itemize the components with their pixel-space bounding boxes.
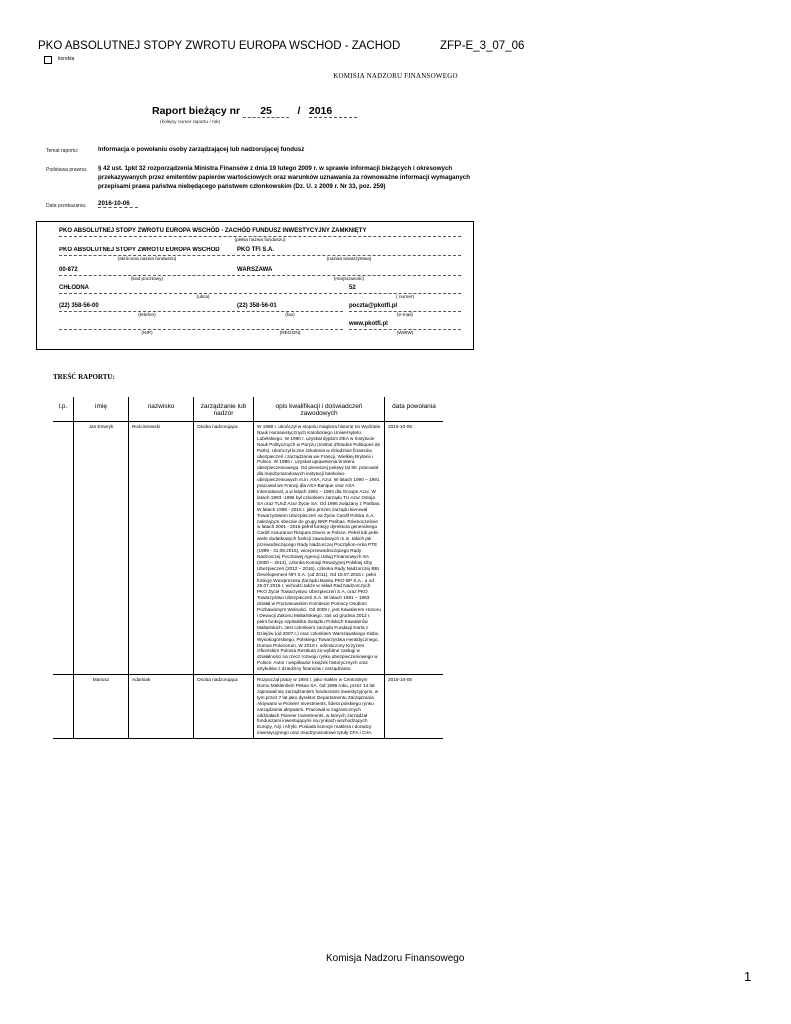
report-number-line — [152, 105, 357, 118]
report-year: 2016 — [309, 105, 357, 118]
col-data: data powołania — [385, 397, 444, 422]
email-caption: (e-mail) — [396, 313, 414, 318]
report-slash: / — [297, 105, 301, 117]
city: WARSZAWA — [237, 267, 273, 273]
temat-value: Informacja o powołaniu osoby zarządzającej lub nadzorującej fundusz — [98, 146, 305, 153]
content-heading: TREŚĆ RAPORTU: — [53, 373, 115, 381]
authority-heading: KOMISJA NADZORU FINANSOWEGO — [333, 72, 458, 80]
row-imie: Mariusz — [74, 675, 129, 739]
fund-info-box — [36, 221, 474, 350]
row-opis: Rozpoczął pracę w 1994 r. jako makler w Centralnym Domu Maklerskim Pekao SA. Od 1996 roku, przez 14 lat zajmował się zarządzaniem funduszami inwestycyjnymi, w tym przez 7 lat jako dyrektor Departamentu Zarządzania Aktywami w Pioneer Investments, lidera polskiego rynku zarządzania aktywami. Pracował w zagranicznych oddziałach Pioneer Investments, w których zarządzał funduszami inwestującymi na rynkach wschodzących Europy, Azji i Afryki. Posiada licencje maklera i doradcy inwestycyjnego oraz międzynarodowe tytuły CFA i CIIA. — [254, 675, 385, 739]
nip-caption: (NIP) — [141, 331, 153, 336]
document-title: PKO ABSOLUTNEJ STOPY ZWROTU EUROPA WSCHÓD - ZACHÓD — [38, 40, 401, 52]
row-data: 2016-10-05 — [385, 675, 444, 739]
table-header-row — [53, 397, 443, 422]
row-opis: W 1988 r. ukończył w stopniu magistra historię na Wydziale Nauk Humanistycznych Katolickiego Uniwersytetu Lubelskiego. W 1990 r. uzyskał dyplom DEA w Instytucie Nauk Politycznych w Paryżu (Institut d'Etudes Politiques de Paris). Ukończył liczne szkolenia w dziedzinie finansów, ubezpieczeń i zarządzania we Francji, Wielkiej Brytanii i Polsce. W 1996 r. uzyskał uprawnienia brokera ubezpieczeniowego. Od pierwszej połowy lat 90. pracował dla międzynarodowych instytucji bankowo-ubezpieczeniowych m.in. AXA, Azur. W latach 1990 – 1991 pracował we Francji dla AXA Banque oraz AXA International, a w latach 1991 – 1993 dla Groupe Azur. W latach 1993 -1996 był członkiem zarządu TU Azur Ostoja SA oraz TUnŻ Azur Życie SA. Od 1996 związany z Paribas. W latach 1998 - 2016 r. jako prezes zarządu kierował Towarzystwem Ubezpieczeń na Życie Cardif Polska S.A. należącym obecnie do grupy BNP Paribas. Równocześnie w latach 2001 - 2016 pełnił funkcję dyrektora generalnego Cardif Assurance Risques Divers w Polsce. Pełnił lub pełni wiele dodatkowych funkcji zawodowych m.in. takich jak przewodniczącego Rady Nadzorczej Pocztylion-Arka PTE (1999 - 31.08.2016), wiceprzewodniczącego Rady Nadzorczej Pocztowej Agencji Usług Finansowych SA (2000 – 2014), członka Komisji Rewizyjnej Polskiej Izby Ubezpieczeń (2012 – 2016), członka Rady Nadzorczej BBI Developement NFI S.A. (od 2011). Od 18.07.2016 r. pełni funkcję Wiceprezesa Zarządu Banku PKO BP S.A., a od 25.07.2016 r. wchodzi także w skład Rad Nadzorczych PKO Życie Towarzystwo Ubezpieczeń S.A. oraz PKO Towarzystwo Ubezpieczeń S.A. W latach 1981 – 1983 działał w Prymasowskim Komitecie Pomocy Osobom Pozbawionym Wolności. Od 2009 r. jest Kawalerem Honoru i Dewocji Zakonu Maltańskiego, zaś od grudnia 2012 r. pełni funkcję szpitalnika Związku Polskich Kawalerów Maltańskich. Jest członkiem zarządu Fundacji Karta z Dziejów (od 2007 r.) oraz członkiem Warszawskiego Klubu Wysokogórskiego, Polskiego Towarzystwa Heraldycznego, Domus Polonorum. W 2010 r. odznaczony Krzyżem Oficerskim Polonia Restituta za wybitne zasługi w działalności na rzecz rozwoju rynku ubezpieczeniowego w Polsce. Autor i współautor książek historycznych oraz artykułów z dziedziny finansów i zarządzania. — [254, 422, 385, 675]
phone-caption: (telefon) — [138, 313, 156, 318]
data-label: Data przekazania: — [46, 203, 87, 209]
email[interactable]: poczta@pkotfi.pl — [349, 303, 398, 309]
podstawa-label: Podstawa prawna: — [46, 167, 88, 173]
street: CHŁODNA — [59, 285, 89, 291]
www[interactable]: www.pkotfi.pl — [349, 321, 388, 327]
fund-full-name: PKO ABSOLUTNEJ STOPY ZWROTU EUROPA WSCHÓD - ZACHÓD FUNDUSZ INWESTYCYJNY ZAMKNIĘTY — [59, 228, 367, 234]
www-caption: (WWW) — [396, 331, 414, 336]
tfi-caption: (nazwa towarzystwa) — [326, 257, 372, 262]
report-subcaption: (kolejny numer raportu / rok) — [160, 120, 221, 125]
street-caption: (ulica) — [196, 295, 210, 300]
korekta-label: korekta — [58, 56, 75, 62]
tfi-name: PKO TFI S.A. — [237, 247, 275, 253]
fund-short-name-caption: (skrócona nazwa funduszu) — [117, 257, 177, 262]
col-lp: l.p. — [53, 397, 74, 422]
phone: (22) 358-56-00 — [59, 303, 99, 309]
row-nazwisko: Adamiak — [129, 675, 194, 739]
col-nazwisko: nazwisko — [129, 397, 194, 422]
fund-short-name: PKO ABSOLUTNEJ STOPY ZWROTU EUROPA WSCHÓD — [59, 247, 220, 253]
row-imie: Jan Emeryk — [74, 422, 129, 675]
report-number: 25 — [243, 105, 289, 118]
city-caption: (miejscowość) — [333, 277, 365, 282]
form-code: ZFP-E_3_07_06 — [440, 40, 525, 52]
street-number: 52 — [349, 285, 356, 291]
regon-caption: (REGON) — [279, 331, 301, 336]
row-funkcja: Osoba nadzorująca — [194, 675, 254, 739]
fax-caption: (fax) — [285, 313, 295, 318]
report-label: Raport bieżący nr — [152, 105, 241, 117]
col-funkcja: zarządzanie lub nadzór — [194, 397, 254, 422]
page-number: 1 — [744, 969, 752, 984]
col-imie: imię — [74, 397, 129, 422]
fax: (22) 358-56-01 — [237, 303, 277, 309]
podstawa-value: § 42 ust. 1pkt 32 rozporządzenia Ministra Finansów z dnia 19 lutego 2009 r. w sprawie informacji bieżących i okresowych przekazywanych przez emitentów papierów wartościowych oraz warunków uznawania za równoważne informacji wymaganych przepisami prawa państwa niebędącego państwem członkowskim (Dz. U. z 2009 r. Nr 33, poz. 259) — [98, 165, 471, 190]
appointments-table — [53, 397, 443, 739]
table-row — [53, 675, 443, 739]
fund-full-name-caption: (pełna nazwa funduszu) — [234, 238, 286, 243]
col-opis: opis kwalifikacji i doświadczeń zawodowych — [254, 397, 385, 422]
row-lp — [53, 675, 74, 739]
row-data: 2016-10-05 — [385, 422, 444, 675]
street-number-caption: ( numer) — [395, 295, 415, 300]
korekta-checkbox[interactable] — [44, 56, 52, 64]
data-value: 2016-10-06 — [98, 200, 138, 208]
row-funkcja: Osoba nadzorująca — [194, 422, 254, 675]
row-lp — [53, 422, 74, 675]
footer-authority: Komisja Nadzoru Finansowego — [326, 953, 465, 964]
table-row — [53, 422, 443, 675]
postal-code: 00-872 — [59, 267, 78, 273]
row-nazwisko: Rościszewski — [129, 422, 194, 675]
temat-label: Temat raportu: — [46, 148, 79, 154]
postal-caption: (kod pocztowy) — [130, 277, 164, 282]
